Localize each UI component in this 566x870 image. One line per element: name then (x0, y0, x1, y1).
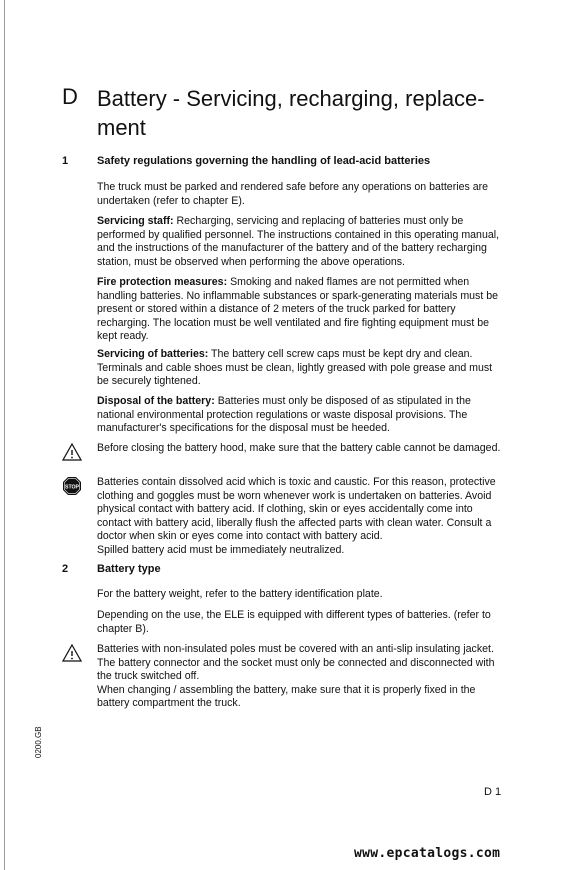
battery-types-text: Depending on the use, the ELE is equipped with different types of batteries. (refer to chapter B). (97, 609, 491, 635)
fire-protection-text: Smoking and naked flames are not permitted when handling batteries. No inflammable substances or spark-generating materials must be present or stored within a distance of 2 meters of the truck parked for battery recharging. The location must be well ventilated and fire fighting equipment must be kept ready. (97, 276, 499, 343)
stop-warning-main: Batteries contain dissolved acid which is toxic and caustic. For this reason, protective clothing and goggles must be worn whenever work is undertaken on batteries. Avoid physical contact with battery acid. If clothing, skin or eyes accidentally come into contact with battery acid, liberally flush the affected parts with clean water. Consult a doctor when skin or eyes come into contact with battery acid. (97, 476, 496, 543)
disposal-text: Batteries must only be disposed of as stipulated in the national environmental protection regulations or waste disposal provisions. The manufacturer's specifications for the disposal must be heeded. (97, 395, 471, 435)
page-left-border (4, 0, 5, 870)
watermark-url: www.epcatalogs.com (354, 846, 501, 861)
chapter-title: Battery - Servicing, recharging, replace-ment (97, 86, 485, 140)
section-2-number: 2 (62, 563, 69, 575)
servicing-staff-text: Recharging, servicing and replacing of batteries must only be performed by qualified personnel. The instructions contained in this operating manual, and the instructions of the manufacturer of the battery and of the battery recharging station, must be observed when performing the above operations. (97, 215, 500, 268)
servicing-staff-label: Servicing staff: (97, 215, 174, 227)
section-1-title: Safety regulations governing the handling of lead-acid batteries (97, 155, 431, 167)
insulation-warning-main: Batteries with non-insulated poles must be covered with an anti-slip insulating jacket. The battery connector and the socket must only be connected and disconnected with the truck switched off. (97, 643, 495, 683)
chapter-letter: D (62, 84, 78, 109)
insulation-warning-text (97, 643, 502, 711)
disposal-paragraph (97, 395, 502, 436)
servicing-staff-paragraph (97, 215, 502, 269)
warning-hood-text: Before closing the battery hood, make sure that the battery cable cannot be damaged. (97, 442, 501, 454)
stop-warning-neutralize: Spilled battery acid must be immediately neutralized. (97, 543, 345, 556)
disposal-label: Disposal of the battery: (97, 395, 215, 407)
battery-weight-text: For the battery weight, refer to the battery identification plate. (97, 588, 383, 600)
servicing-batteries-text: The battery cell screw caps must be kept dry and clean. Terminals and cable shoes must be clean, lightly greased with pole grease and must be securely tightened. (97, 348, 493, 388)
page-number: D 1 (484, 786, 502, 798)
fire-protection-label: Fire protection measures: (97, 276, 228, 288)
servicing-batteries-paragraph (97, 348, 502, 389)
section-1-intro: The truck must be parked and rendered safe before any operations on batteries are undertaken (refer to chapter E). (97, 181, 489, 207)
battery-fixing-warning: When changing / assembling the battery, make sure that it is properly fixed in the battery compartment the truck. (97, 683, 476, 710)
document-code: 0200.GB (34, 726, 43, 758)
servicing-batteries-label: Servicing of batteries: (97, 348, 209, 360)
stop-warning-text (97, 476, 502, 558)
section-1-number: 1 (62, 155, 69, 167)
stop-sign-icon (62, 476, 82, 496)
fire-protection-paragraph (97, 276, 502, 344)
warning-triangle-icon (62, 643, 82, 663)
warning-triangle-icon (62, 442, 82, 462)
stop-sign-label: STOP (64, 484, 80, 491)
section-2-title: Battery type (97, 563, 161, 575)
